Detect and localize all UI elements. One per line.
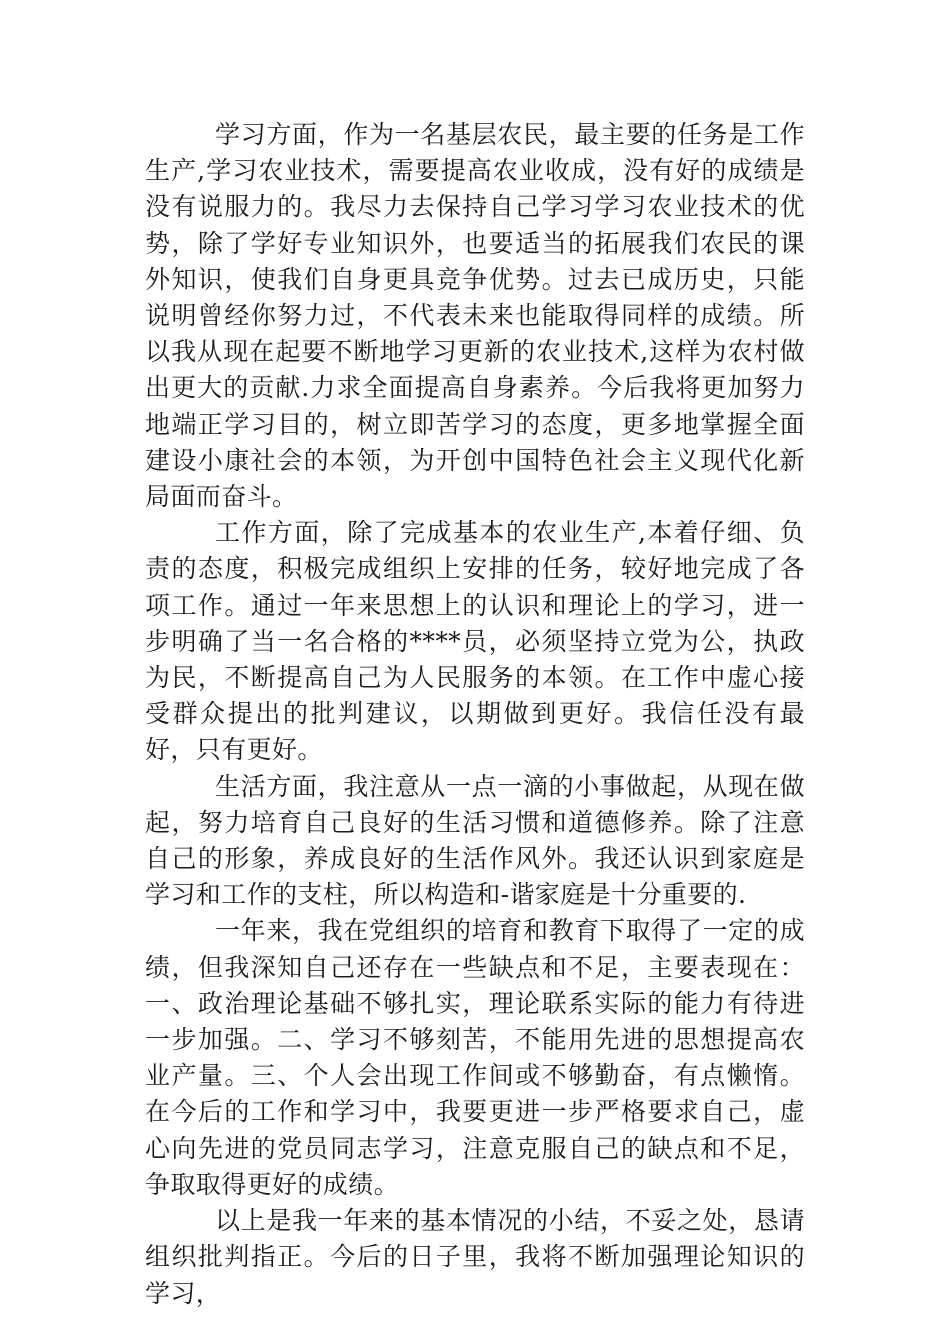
paragraph-shortcomings: 一年来，我在党组织的培育和教育下取得了一定的成绩，但我深知自己还存在一些缺点和不足，主要表现在：一、政治理论基础不够扎实，理论联系实际的能力有待进一步加强。二、学习不够刻苦，不能用先进的思想提高农业产量。三、个人会出现工作间或不够勤奋，有点懒惰。在今后的工作和学习中，我要更进一步严格要求自己，虚心向先进的党员同志学习，注意克服自己的缺点和不足，争取取得更好的成绩。 [145, 916, 805, 1199]
paragraph-summary: 以上是我一年来的基本情况的小结，不妥之处，恳请组织批判指正。今后的日子里，我将不断加强理论知识的学习， [145, 1206, 805, 1308]
paragraph-life: 生活方面，我注意从一点一滴的小事做起，从现在做起，努力培育自己良好的生活习惯和道德修养。除了注意自己的形象，养成良好的生活作风外。我还认识到家庭是学习和工作的支柱，所以构造和-谐家庭是十分重要的. [145, 771, 805, 910]
paragraph-study: 学习方面，作为一名基层农民，最主要的任务是工作生产,学习农业技术，需要提高农业收成，没有好的成绩是没有说服力的。我尽力去保持自己学习学习农业技术的优势，除了学好专业知识外，也要适当的拓展我们农民的课外知识，使我们自身更具竞争优势。过去已成历史，只能说明曾经你努力过，不代表未来也能取得同样的成绩。所以我从现在起要不断地学习更新的农业技术,这样为农村做出更大的贡献.力求全面提高自身素养。今后我将更加努力地端正学习目的，树立即苦学习的态度，更多地掌握全面建设小康社会的本领，为开创中国特色社会主义现代化新局面而奋斗。 [145, 120, 805, 512]
paragraph-work: 工作方面，除了完成基本的农业生产,本着仔细、负责的态度，积极完成组织上安排的任务，较好地完成了各项工作。通过一年来思想上的认识和理论上的学习，进一步明确了当一名合格的****员，必须坚持立党为公，执政为民，不断提高自己为人民服务的本领。在工作中虚心接受群众提出的批判建议，以期做到更好。我信任没有最好，只有更好。 [145, 518, 805, 765]
document-body [145, 117, 805, 1312]
